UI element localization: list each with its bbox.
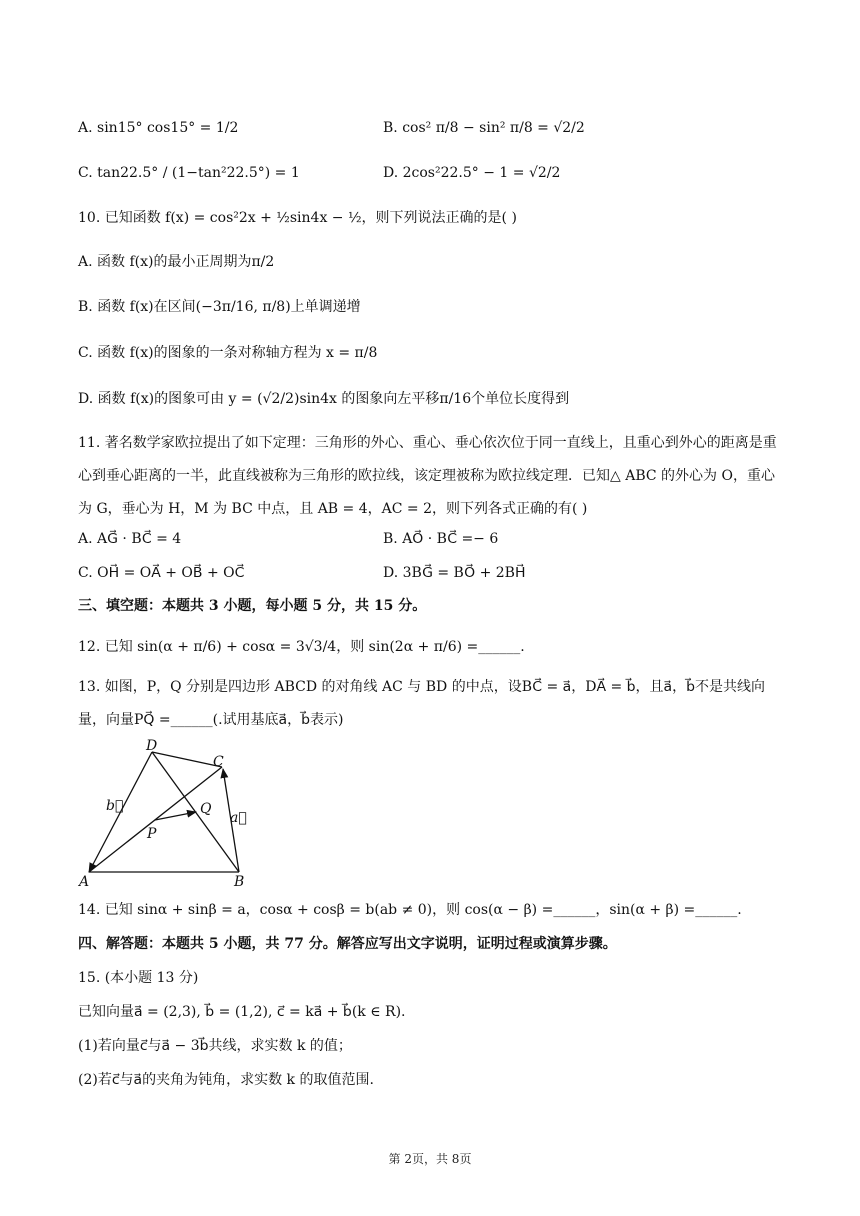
q11-option-d: D. 3BG⃗ = BO⃗ + 2BH⃗ (383, 565, 526, 581)
label-p: P (147, 826, 157, 842)
q11-stem: 11. 著名数学家欧拉提出了如下定理：三角形的外心、重心、垂心依次位于同一直线上，且重心到外心的距离是重心到垂心距离的一半，此直线被称为三角形的欧拉线，该定理被称为欧拉线定理．已知△ ABC 的外心为 O，重心为 G，垂心为 H，M 为 BC 中点，且 AB = 4，AC = 2，则下列各式正确的有( ) (78, 435, 777, 517)
label-d: D (146, 738, 158, 754)
q10-option-a: A. 函数 f(x)的最小正周期为π/2 (78, 254, 275, 270)
quadrilateral-figure (76, 738, 256, 888)
q15-header: 15. (本小题 13 分) (78, 970, 199, 986)
q9-option-a: A. sin15° cos15° = 1/2 (78, 120, 239, 136)
q9-option-c: C. tan22.5° / (1−tan²22.5°) = 1 (78, 165, 300, 181)
q15-part-1: (1)若向量c⃗与a⃗ − 3b⃗共线，求实数 k 的值； (78, 1038, 352, 1054)
q10-option-b: B. 函数 f(x)在区间(−3π/16, π/8)上单调递增 (78, 299, 361, 315)
q11-option-a: A. AG⃗ · BC⃗ = 4 (78, 531, 182, 547)
label-c: C (213, 754, 224, 770)
label-vector-a: a⃗ (230, 810, 247, 826)
vector-pq-line (155, 812, 196, 820)
q9-option-b: B. cos² π/8 − sin² π/8 = √2/2 (383, 120, 585, 136)
q13-stem: 13. 如图，P，Q 分别是四边形 ABCD 的对角线 AC 与 BD 的中点，设BC⃗ = a⃗，DA⃗ = b⃗，且a⃗，b⃗不是共线向量，向量PQ⃗ =______(.试用基底a⃗，b⃗表示) (78, 679, 766, 728)
section-answer-heading: 四、解答题：本题共 5 小题，共 77 分。解答应写出文字说明，证明过程或演算步骤。 (78, 936, 617, 952)
page-footer: 第 2页，共 8页 (388, 1152, 472, 1166)
q14-text: 14. 已知 sinα + sinβ = a，cosα + cosβ = b(ab ≠ 0)，则 cos(α − β) =______，sin(α + β) =______. (78, 902, 742, 918)
q10-option-d: D. 函数 f(x)的图象可由 y = (√2/2)sin4x 的图象向左平移π/16个单位长度得到 (78, 391, 570, 407)
q11-option-c: C. OH⃗ = OA⃗ + OB⃗ + OC⃗ (78, 565, 245, 581)
section-fill-in-heading: 三、填空题：本题共 3 小题，每小题 5 分，共 15 分。 (78, 598, 427, 614)
q10-option-c: C. 函数 f(x)的图象的一条对称轴方程为 x = π/8 (78, 345, 378, 361)
label-vector-b: b⃗ (106, 798, 124, 814)
q12-text: 12. 已知 sin(α + π/6) + cosα = 3√3/4，则 sin(2α + π/6) =______. (78, 639, 525, 655)
q11-option-b: B. AO⃗ · BC⃗ =− 6 (383, 531, 499, 547)
label-a: A (79, 874, 90, 888)
label-q: Q (200, 801, 212, 817)
q10-stem: 10. 已知函数 f(x) = cos²2x + ½sin4x − ½，则下列说法正确的是( ) (78, 210, 517, 226)
q15-part-2: (2)若c⃗与a⃗的夹角为钝角，求实数 k 的取值范围. (78, 1072, 374, 1088)
q9-option-d: D. 2cos²22.5° − 1 = √2/2 (383, 165, 561, 181)
q15-given: 已知向量a⃗ = (2,3), b⃗ = (1,2), c⃗ = ka⃗ + b⃗(k ∈ R). (78, 1004, 406, 1020)
label-b: B (234, 874, 245, 888)
side-dc-line (152, 752, 222, 767)
